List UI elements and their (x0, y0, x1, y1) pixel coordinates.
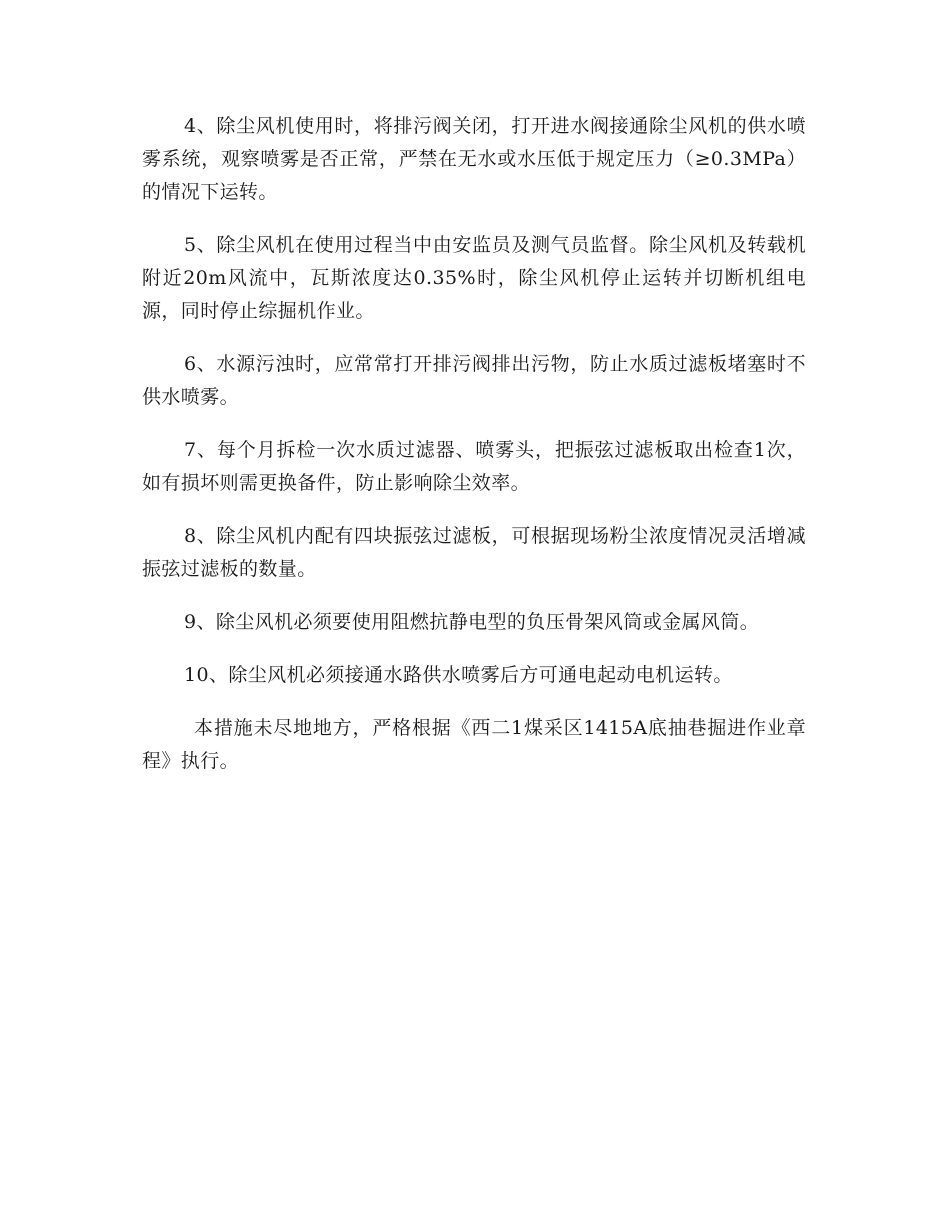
paragraph-item-5: 5、除尘风机在使用过程当中由安监员及测气员监督。除尘风机及转载机附近20m风流中，瓦斯浓度达0.35%时，除尘风机停止运转并切断机组电源，同时停止综掘机作业。 (142, 234, 806, 322)
paragraph-item-8: 8、除尘风机内配有四块振弦过滤板，可根据现场粉尘浓度情况灵活增减振弦过滤板的数量。 (142, 525, 806, 580)
closing-paragraph: 本措施未尽地地方，严格根据《西二1煤采区1415A底抽巷掘进作业章程》执行。 (142, 717, 806, 772)
paragraph-item-7: 7、每个月拆检一次水质过滤器、喷雾头，把振弦过滤板取出检查1次，如有损坏则需更换备件，防止影响除尘效率。 (142, 439, 806, 494)
paragraph-item-10: 10、除尘风机必须接通水路供水喷雾后方可通电起动电机运转。 (184, 664, 733, 686)
paragraph-item-4: 4、除尘风机使用时，将排污阀关闭，打开进水阀接通除尘风机的供水喷雾系统，观察喷雾是否正常，严禁在无水或水压低于规定压力（≥0.3MPa）的情况下运转。 (142, 115, 806, 203)
paragraph-item-9: 9、除尘风机必须要使用阻燃抗静电型的负压骨架风筒或金属风筒。 (184, 611, 760, 633)
document-body (142, 110, 806, 798)
paragraph-item-6: 6、水源污浊时，应常常打开排污阀排出污物，防止水质过滤板堵塞时不供水喷雾。 (142, 353, 806, 408)
